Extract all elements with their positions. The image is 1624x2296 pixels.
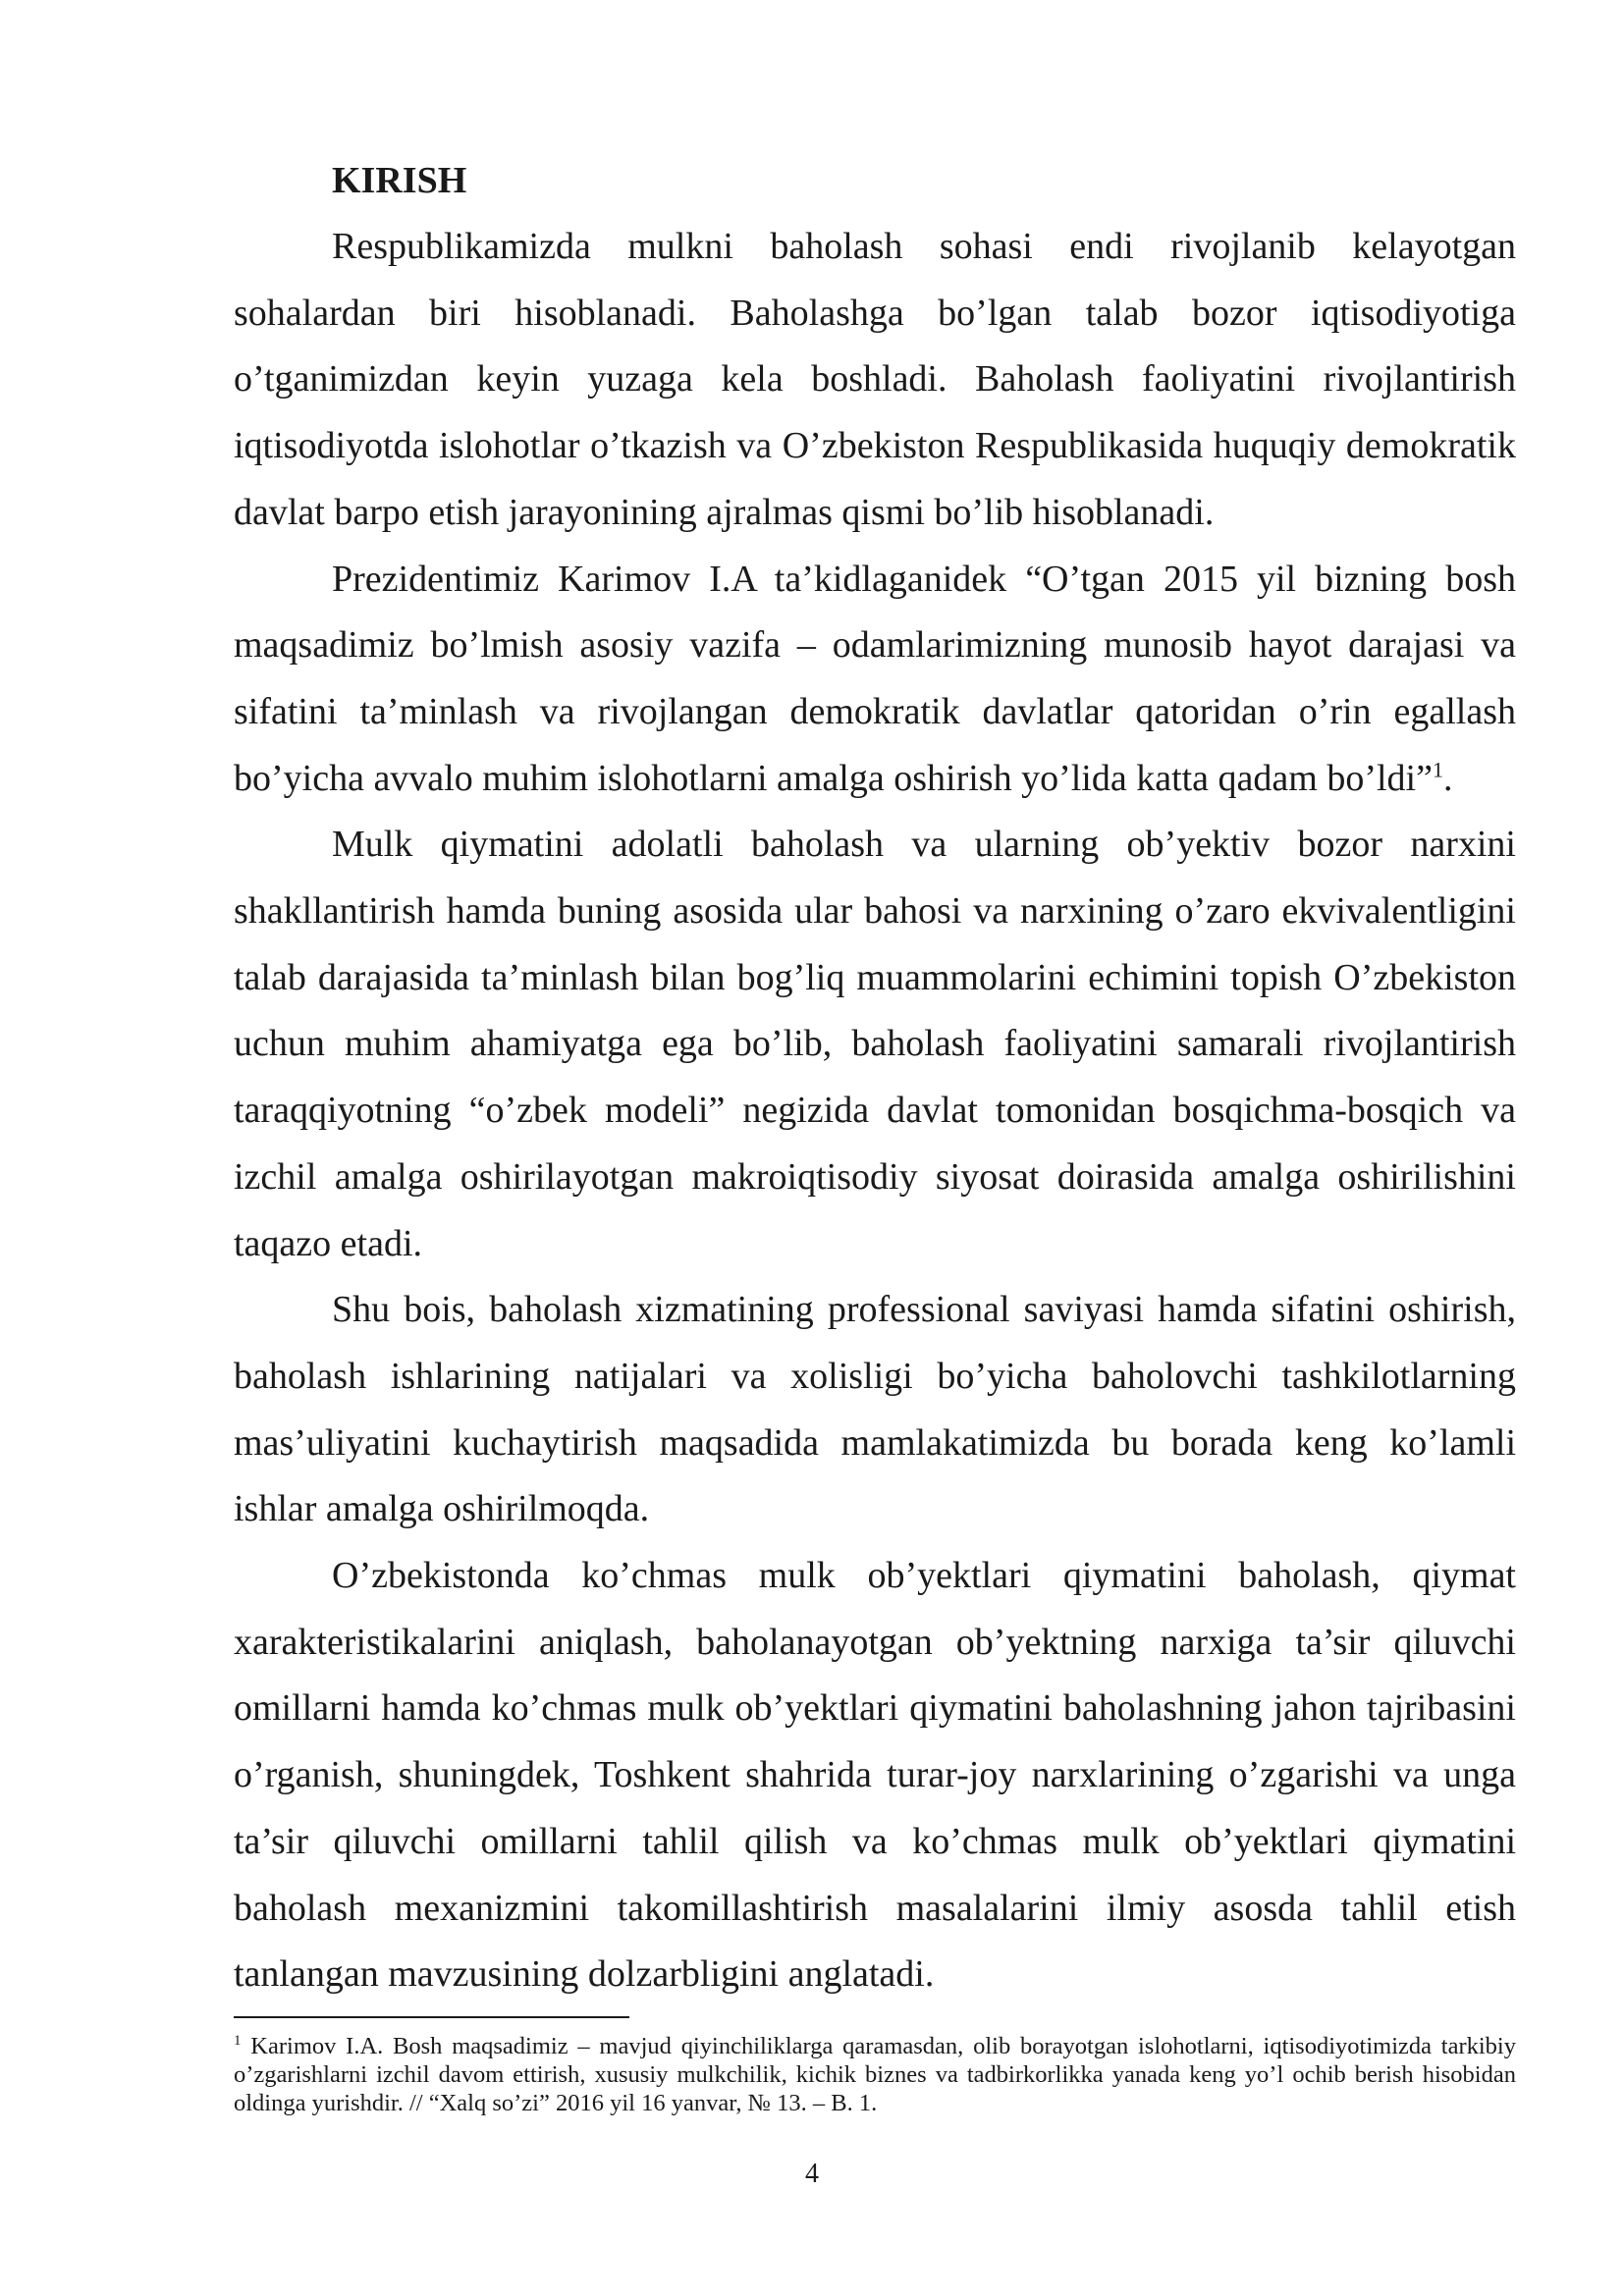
paragraph-2-end: .: [1442, 757, 1453, 799]
footnote-text: Karimov I.A. Bosh maqsadimiz – mavjud qiyinchiliklarga qaramasdan, olib borayotgan islohotlarni, iqtisodiyotimizda tarkibiy o’zgarishlarni izchil davom ettirish, xususiy mulkchilik, kichik biznes va tadbirkorlikka yanada keng yo’l ochib berish hisobidan oldinga yurishdir. // “Xalq so’zi” 2016 yil 16 yanvar, № 13. – B. 1.: [234, 2033, 1516, 2116]
paragraph-1-text: Respublikamizda mulkni baholash sohasi endi rivojlanib kelayotgan sohalardan biri hisoblanadi. Baholashga bo’lgan talab bozor iqtisodiyotiga o’tganimizdan keyin yuzaga kela boshladi. Baholash faoliyatini rivojlantirish iqtisodiyotda islohotlar o’tkazish va O’zbekiston Respublikasida huquqiy demokratik davlat barpo etish jarayonining ajralmas qismi bo’lib hisoblanadi.: [234, 226, 1516, 533]
page-number: 4: [805, 2159, 819, 2189]
paragraph-5-text: O’zbekistonda ko’chmas mulk ob’yektlari qiymatini baholash, qiymat xarakteristikalarini aniqlash, baholanayotgan ob’yektning narxiga ta’sir qiluvchi omillarni hamda ko’chmas mulk ob’yektlari qiymatini baholashning jahon tajribasini o’rganish, shuningdek, Toshkent shahrida turar-joy narxlarining o’zgarishi va unga ta’sir qiluvchi omillarni tahlil qilish va ko’chmas mulk ob’yektlari qiymatini baholash mexanizmini takomillashtirish masalalarini ilmiy asosda tahlil etish tanlangan mavzusining dolzarbligini anglatadi.: [234, 1555, 1516, 1996]
paragraph-2: [234, 547, 1516, 813]
footnote-reference[interactable]: 1: [1432, 756, 1443, 781]
paragraph-5: [234, 1543, 1516, 2008]
paragraph-3: [234, 812, 1516, 1277]
footnote-number: 1: [234, 2032, 242, 2049]
paragraph-4: [234, 1277, 1516, 1543]
footnote-area: [234, 2016, 1516, 2117]
section-heading: KIRISH: [332, 160, 467, 201]
paragraph-1: [234, 214, 1516, 547]
footnote-separator: [234, 2016, 629, 2018]
paragraph-4-text: Shu bois, baholash xizmatining professional saviyasi hamda sifatini oshirish, baholash ishlarining natijalari va xolisligi bo’yicha baholovchi tashkilotlarning mas’uliyatini kuchaytirish maqsadida mamlakatimizda bu borada keng ko’lamli ishlar amalga oshirilmoqda.: [234, 1289, 1516, 1530]
footnote-1: [234, 2032, 1516, 2117]
paragraph-3-text: Mulk qiymatini adolatli baholash va ularning ob’yektiv bozor narxini shakllantirish hamda buning asosida ular bahosi va narxining o’zaro ekvivalentligini talab darajasida ta’minlash bilan bog’liq muammolarini echimini topish O’zbekiston uchun muhim ahamiyatga ega bo’lib, baholash faoliyatini samarali rivojlantirish taraqqiyotning “o’zbek modeli” negizida davlat tomonidan bosqichma-bosqich va izchil amalga oshirilayotgan makroiqtisodiy siyosat doirasida amalga oshirilishini taqazo etadi.: [234, 824, 1516, 1264]
paragraph-2-text: Prezidentimiz Karimov I.A ta’kidlaganidek “O’tgan 2015 yil bizning bosh maqsadimiz bo’lmish asosiy vazifa – odamlarimizning munosib hayot darajasi va sifatini ta’minlash va rivojlangan demokratik davlatlar qatoridan o’rin egallash bo’yicha avvalo muhim islohotlarni amalga oshirish yo’lida katta qadam bo’ldi”: [234, 558, 1516, 799]
document-body: [234, 147, 1516, 2008]
